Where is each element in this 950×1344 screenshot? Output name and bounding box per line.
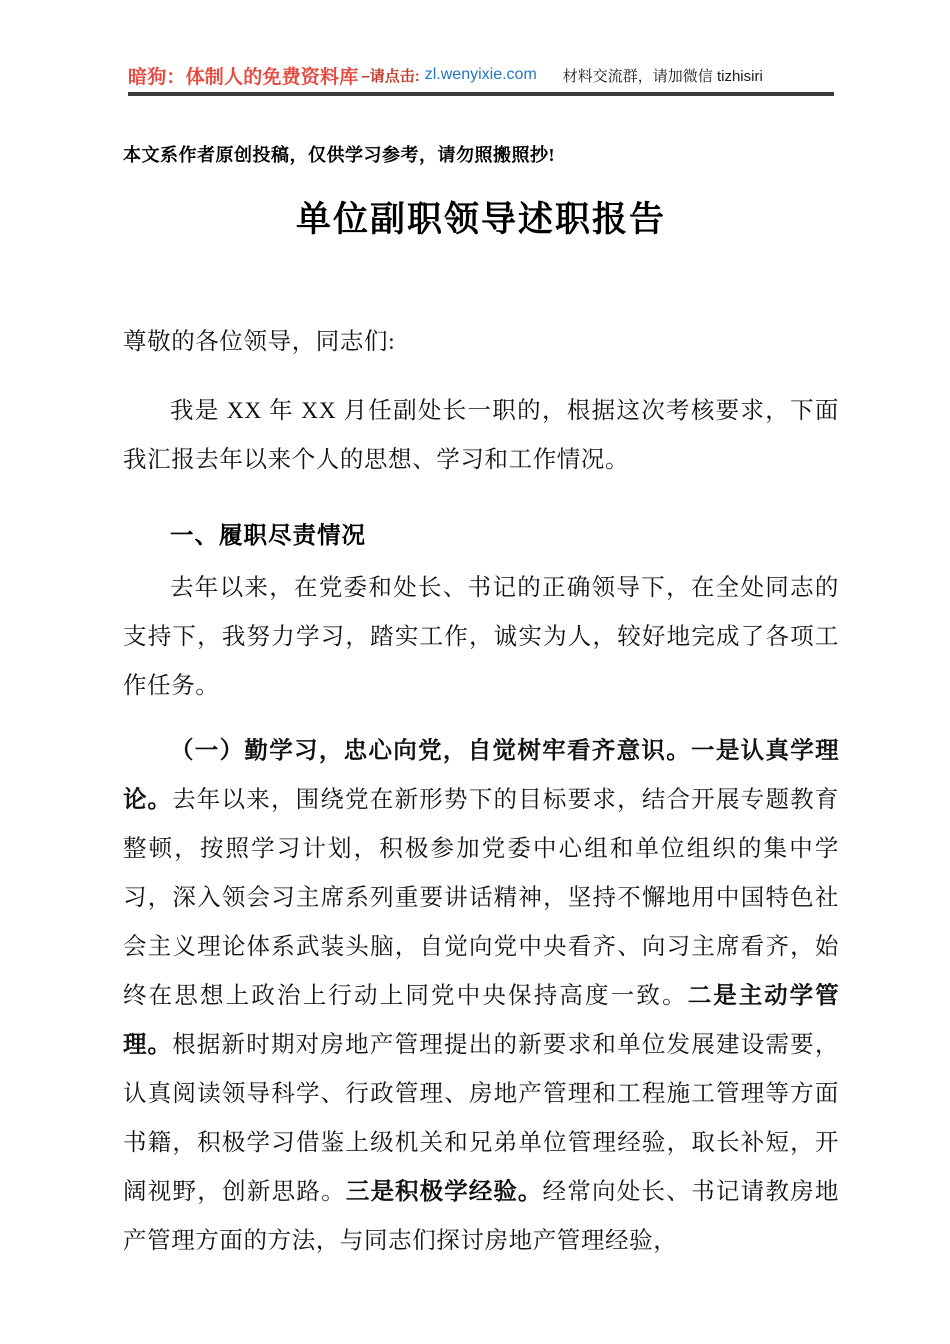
spacer — [123, 487, 839, 501]
page-title: 单位副职领导述职报告 — [295, 200, 666, 239]
subsection-one-bold-c: 三是积极学经验。 — [345, 1179, 543, 1205]
salutation-line: 尊敬的各位领导，同志们: — [123, 329, 396, 355]
section-one-paragraph: 去年以来，在党委和处长、书记的正确领导下，在全处同志的支持下，我努力学习，踏实工作，诚实为人，较好地完成了各项工作任务。 — [123, 575, 839, 699]
subsection-one-text-b: 根据新时期对房地产管理提出的新要求和单位发展建设需要，认真阅读领导科学、行政管理、房地产管理和工程施工管理等方面书籍，积极学习借鉴上级机关和兄弟单位管理经验，取长补短，开阔视野，创新思路。 — [123, 1032, 839, 1205]
section-heading-one: 一、履职尽责情况 — [170, 522, 366, 548]
subsection-one-text-a: 去年以来，围绕党在新形势下的目标要求，结合开展专题教育整顿，按照学习计划，积极参加党委中心组和单位组织的集中学习，深入领会习主席系列重要讲话精神，坚持不懈地用中国特色社会主义理论体系武装头脑，自觉向党中央看齐、向习主席看齐，始终在思想上政治上行动上同党中央保持高度一致。 — [123, 787, 839, 1009]
subsection-one-paragraph — [123, 727, 839, 1266]
promo-brand-text: 暗狗：体制人的免费资料库 — [128, 66, 359, 88]
subsection-one-text-c: 经常向处长、书记请教房地产管理方面的方法，与同志们探讨房地产管理经验， — [123, 1179, 840, 1254]
spacer — [123, 713, 839, 727]
header-divider-rule — [128, 92, 834, 96]
promo-website-link[interactable]: zl.wenyixie.com — [424, 66, 537, 83]
subsection-one-bold-b: 二是主动学管理。 — [123, 983, 839, 1058]
document-body — [123, 140, 839, 1268]
subsection-one-lead: （一）勤学习，忠心向党，自觉树牢看齐意识。一是认真学理论。 — [123, 738, 839, 813]
spacer — [123, 373, 839, 387]
report-content — [123, 318, 839, 1266]
promo-wechat-text: 材料交流群，请加微信 tizhisiri — [562, 67, 763, 85]
promo-cta-text: –请点击: — [361, 67, 420, 85]
copyright-disclaimer: 本文系作者原创投稿，仅供学习参考，请勿照搬照抄! — [123, 145, 555, 165]
promo-header — [128, 58, 834, 92]
opening-paragraph: 我是 XX 年 XX 月任副处长一职的，根据这次考核要求，下面我汇报去年以来个人的思想、学习和工作情况。 — [123, 398, 839, 473]
